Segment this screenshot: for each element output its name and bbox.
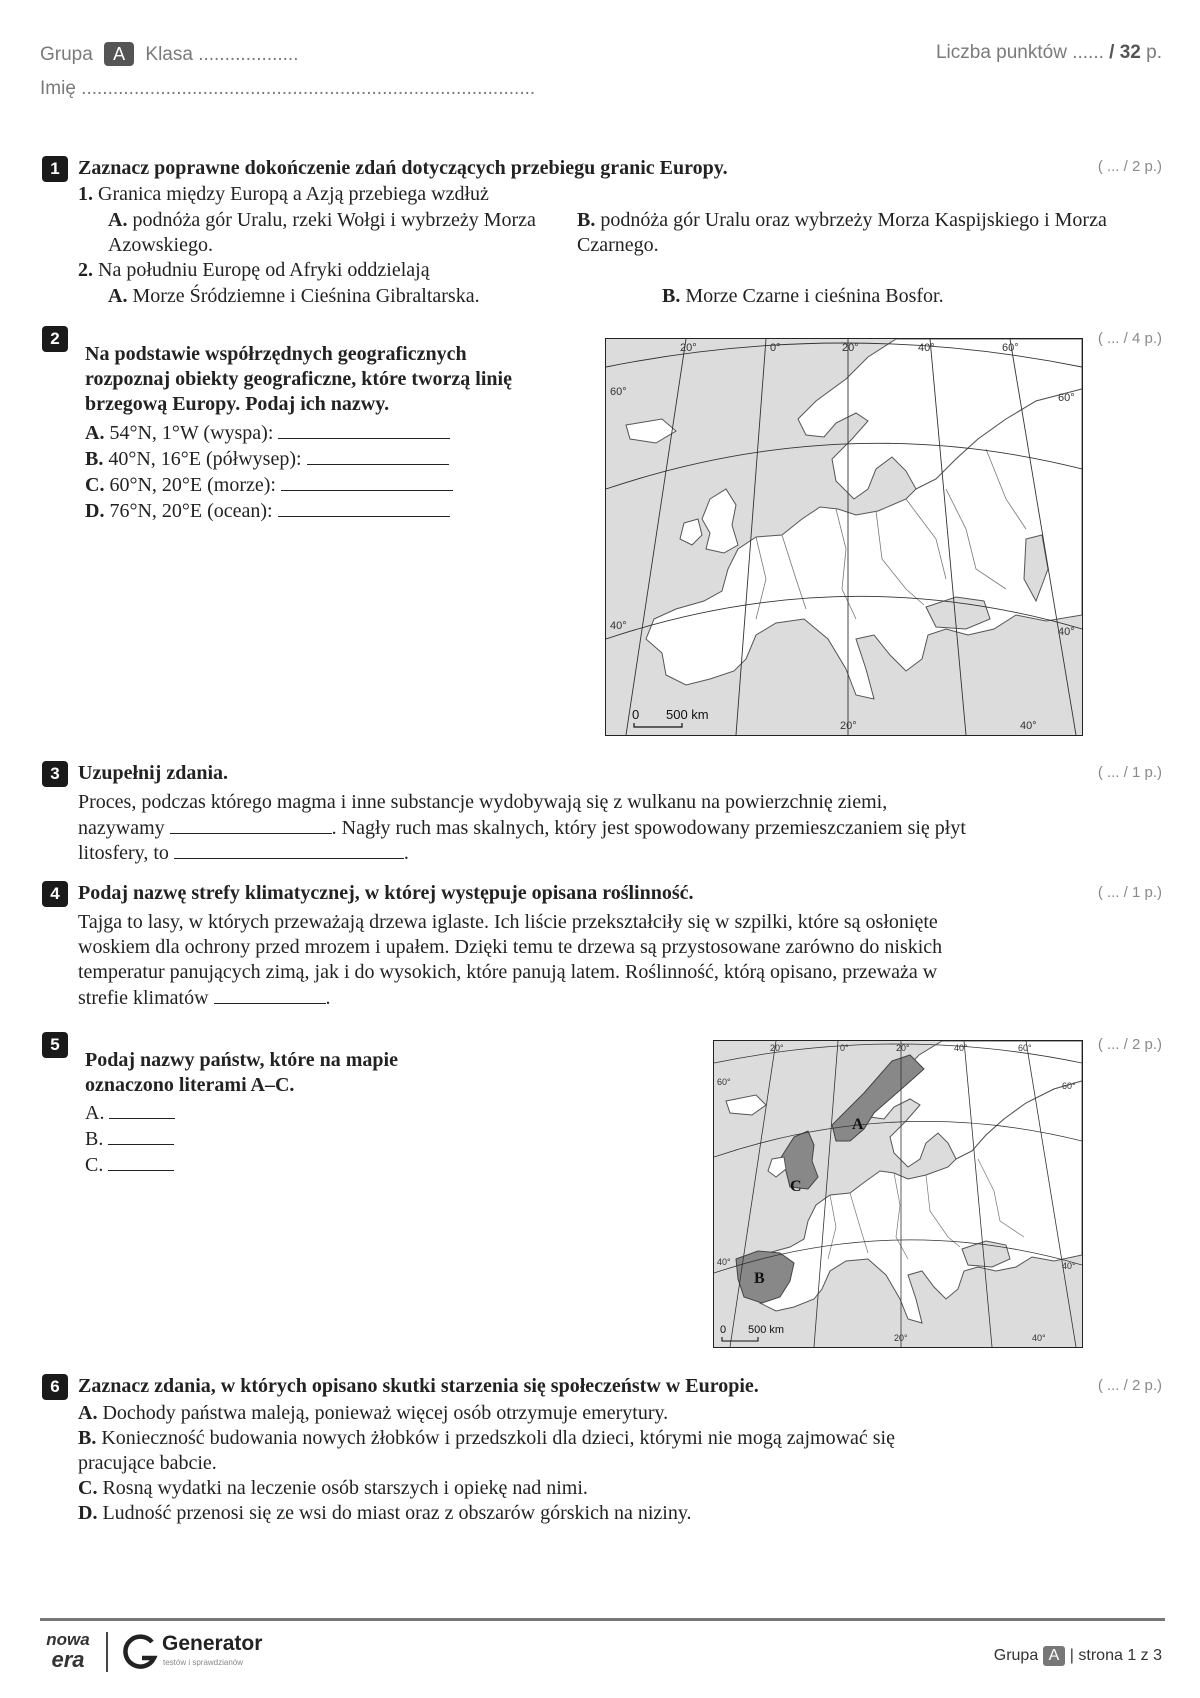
class-field[interactable]: Klasa ................... [145, 44, 299, 65]
q5-points: ( ... / 2 p.) [1097, 1036, 1162, 1053]
q5-answer-c[interactable] [108, 1152, 174, 1171]
question-number-1: 1 [42, 156, 68, 182]
map2-right-label: 40° [1062, 1261, 1076, 1271]
q2-answer-a[interactable] [278, 420, 450, 439]
q6-option-a[interactable]: A. Dochody państwa maleją, ponieważ więcej osób otrzymuje emerytury. [78, 1402, 669, 1424]
map1-left-label: 60° [610, 386, 627, 398]
q6-option-c[interactable]: C. Rosną wydatki na leczenie osób starszych i opiekę nad nimi. [78, 1477, 588, 1499]
map2-left-label: 60° [717, 1077, 731, 1087]
q1-sentence-2: 2. Na południu Europę od Afryki oddzielają [78, 259, 430, 281]
q5-answer-a[interactable] [109, 1100, 175, 1119]
q4-points: ( ... / 1 p.) [1097, 884, 1162, 901]
q2-item-d: D. 76°N, 20°E (ocean): [85, 498, 450, 524]
map1-right-label: 40° [1058, 626, 1075, 638]
map2-right-label: 60° [1062, 1081, 1076, 1091]
q5-item-b: B. [85, 1126, 174, 1152]
q2-item-c: C. 60°N, 20°E (morze): [85, 472, 453, 498]
map2-top-label: 40° [954, 1043, 968, 1053]
map2-top-label: 0° [840, 1043, 849, 1053]
q1-s1-option-a[interactable]: A. podnóża gór Uralu, rzeki Wołgi i wybrzeży Morza Azowskiego. [108, 209, 536, 256]
marker-c: C [790, 1178, 802, 1195]
points-total: 32 [1119, 42, 1141, 63]
q3-line-3: litosfery, to . [78, 842, 409, 864]
q2-title: Na podstawie współrzędnych geograficznych rozpoznaj obiekty geograficzne, które tworzą linię brzegową Europy. Podaj ich nazwy. [85, 343, 512, 415]
footer-divider [40, 1618, 1165, 1621]
map1-top-label: 60° [1002, 342, 1019, 354]
q1-s2-option-a[interactable]: A. Morze Śródziemne i Cieśnina Gibraltarska. [108, 285, 480, 307]
marker-b: B [754, 1270, 765, 1287]
map2-bottom-label: 20° [894, 1333, 908, 1343]
q6-option-b-cont: pracujące babcie. [78, 1452, 217, 1474]
name-field[interactable]: Imię ...................................................................................... [40, 78, 536, 99]
nowa-era-logo: nowa era [46, 1630, 90, 1672]
q1-s2-option-b[interactable]: B. Morze Czarne i cieśnina Bosfor. [662, 285, 944, 307]
map1-bottom-label: 40° [1020, 720, 1037, 732]
map1-top-label: 0° [770, 342, 781, 354]
points-summary [936, 42, 1162, 64]
map1-right-label: 60° [1058, 392, 1075, 404]
q4-title: Podaj nazwę strefy klimatycznej, w której występuje opisana roślinność. [78, 882, 694, 904]
group-label: Grupa [40, 44, 93, 65]
map1-top-label: 20° [842, 342, 859, 354]
q6-points: ( ... / 2 p.) [1097, 1377, 1162, 1394]
europe-map-q5 [713, 1040, 1083, 1348]
q5-title: Podaj nazwy państw, które na mapie oznaczono literami A–C. [85, 1049, 398, 1096]
map2-top-label: 20° [770, 1043, 784, 1053]
q4-line-3: temperatur panujących zimą, jak i do wysokich, które panują latem. Roślinność, którą opisano, przeważa w [78, 961, 938, 983]
map1-top-label: 20° [680, 342, 697, 354]
europe-map-q2 [605, 338, 1083, 736]
logo-divider [106, 1632, 108, 1672]
q2-item-a: A. 54°N, 1°W (wyspa): [85, 420, 450, 446]
q5-answer-b[interactable] [108, 1126, 174, 1145]
map2-top-label: 20° [896, 1043, 910, 1053]
q2-answer-c[interactable] [281, 472, 453, 491]
svg-text:500 km: 500 km [748, 1324, 785, 1336]
q3-title: Uzupełnij zdania. [78, 762, 229, 784]
points-unit: p. [1140, 42, 1162, 63]
q6-title: Zaznacz zdania, w których opisano skutki starzenia się społeczeństw w Europie. [78, 1375, 759, 1397]
generator-label: Generator [162, 1632, 263, 1655]
q3-answer-1[interactable] [170, 815, 332, 834]
q3-answer-2[interactable] [174, 840, 404, 859]
footer-group-badge: A [1043, 1646, 1066, 1666]
q2-answer-b[interactable] [307, 446, 449, 465]
q4-answer[interactable] [214, 985, 326, 1004]
map1-top-label: 40° [918, 342, 935, 354]
q4-line-2: woskiem dla ochrony przed mrozem i upałem. Dzięki temu te drzewa są przystosowane zarówno do niskich [78, 936, 943, 958]
generator-subtitle: testów i sprawdzianów [163, 1658, 244, 1667]
q1-title: Zaznacz poprawne dokończenie zdań dotyczących przebiegu granic Europy. [78, 157, 728, 179]
q4-line-4: strefie klimatów . [78, 987, 331, 1009]
generator-logo [120, 1632, 160, 1677]
q2-answer-d[interactable] [278, 498, 450, 517]
header-group-line [40, 42, 299, 66]
q2-points: ( ... / 4 p.) [1097, 330, 1162, 347]
question-number-5: 5 [42, 1032, 68, 1058]
points-sep: / [1103, 42, 1120, 63]
q4-line-1: Tajga to lasy, w których przeważają drzewa iglaste. Ich liście przekształciły się w szpilki, które są osłonięte [78, 911, 938, 933]
svg-text:0: 0 [632, 707, 640, 722]
q1-sentence-1: 1. Granica między Europą a Azją przebiega wzdłuż [78, 183, 489, 205]
q3-line-1: Proces, podczas którego magma i inne substancje wydobywają się z wulkanu na powierzchnię ziemi, [78, 791, 888, 813]
q5-item-a: A. [85, 1100, 175, 1126]
map1-left-label: 40° [610, 620, 627, 632]
q3-line-2: nazywamy . Nagły ruch mas skalnych, który jest spowodowany przemieszczaniem się płyt [78, 817, 966, 839]
question-number-6: 6 [42, 1374, 68, 1400]
marker-a: A [852, 1116, 864, 1133]
points-label[interactable]: Liczba punktów ...... [935, 42, 1104, 63]
group-badge: A [104, 42, 134, 66]
q5-item-c: C. [85, 1152, 174, 1178]
q2-item-b: B. 40°N, 16°E (półwysep): [85, 446, 449, 472]
map2-left-label: 40° [717, 1257, 731, 1267]
map2-bottom-label: 40° [1032, 1333, 1046, 1343]
europe-map-graphic [606, 339, 1082, 735]
question-number-4: 4 [42, 881, 68, 907]
page-number: | strona 1 z 3 [1069, 1647, 1162, 1664]
footer-page-info: Grupa A | strona 1 z 3 [993, 1647, 1162, 1664]
question-number-2: 2 [42, 326, 68, 352]
question-number-3: 3 [42, 761, 68, 787]
q6-option-b[interactable]: B. Konieczność budowania nowych żłobków i przedszkoli dla dzieci, którymi nie mogą zajmować się [78, 1427, 895, 1449]
q1-points: ( ... / 2 p.) [1097, 158, 1162, 175]
europe-map-graphic-2 [714, 1041, 1082, 1347]
svg-text:0: 0 [720, 1324, 727, 1336]
generator-g-icon [120, 1632, 160, 1672]
map2-top-label: 60° [1018, 1043, 1032, 1053]
q1-s1-option-b[interactable]: B. podnóża gór Uralu oraz wybrzeży Morza Kaspijskiego i Morza Czarnego. [577, 209, 1107, 256]
q3-points: ( ... / 1 p.) [1097, 764, 1162, 781]
q6-option-d[interactable]: D. Ludność przenosi się ze wsi do miast oraz z obszarów górskich na niziny. [78, 1502, 692, 1524]
svg-text:500 km: 500 km [666, 707, 709, 722]
map1-bottom-label: 20° [840, 720, 857, 732]
